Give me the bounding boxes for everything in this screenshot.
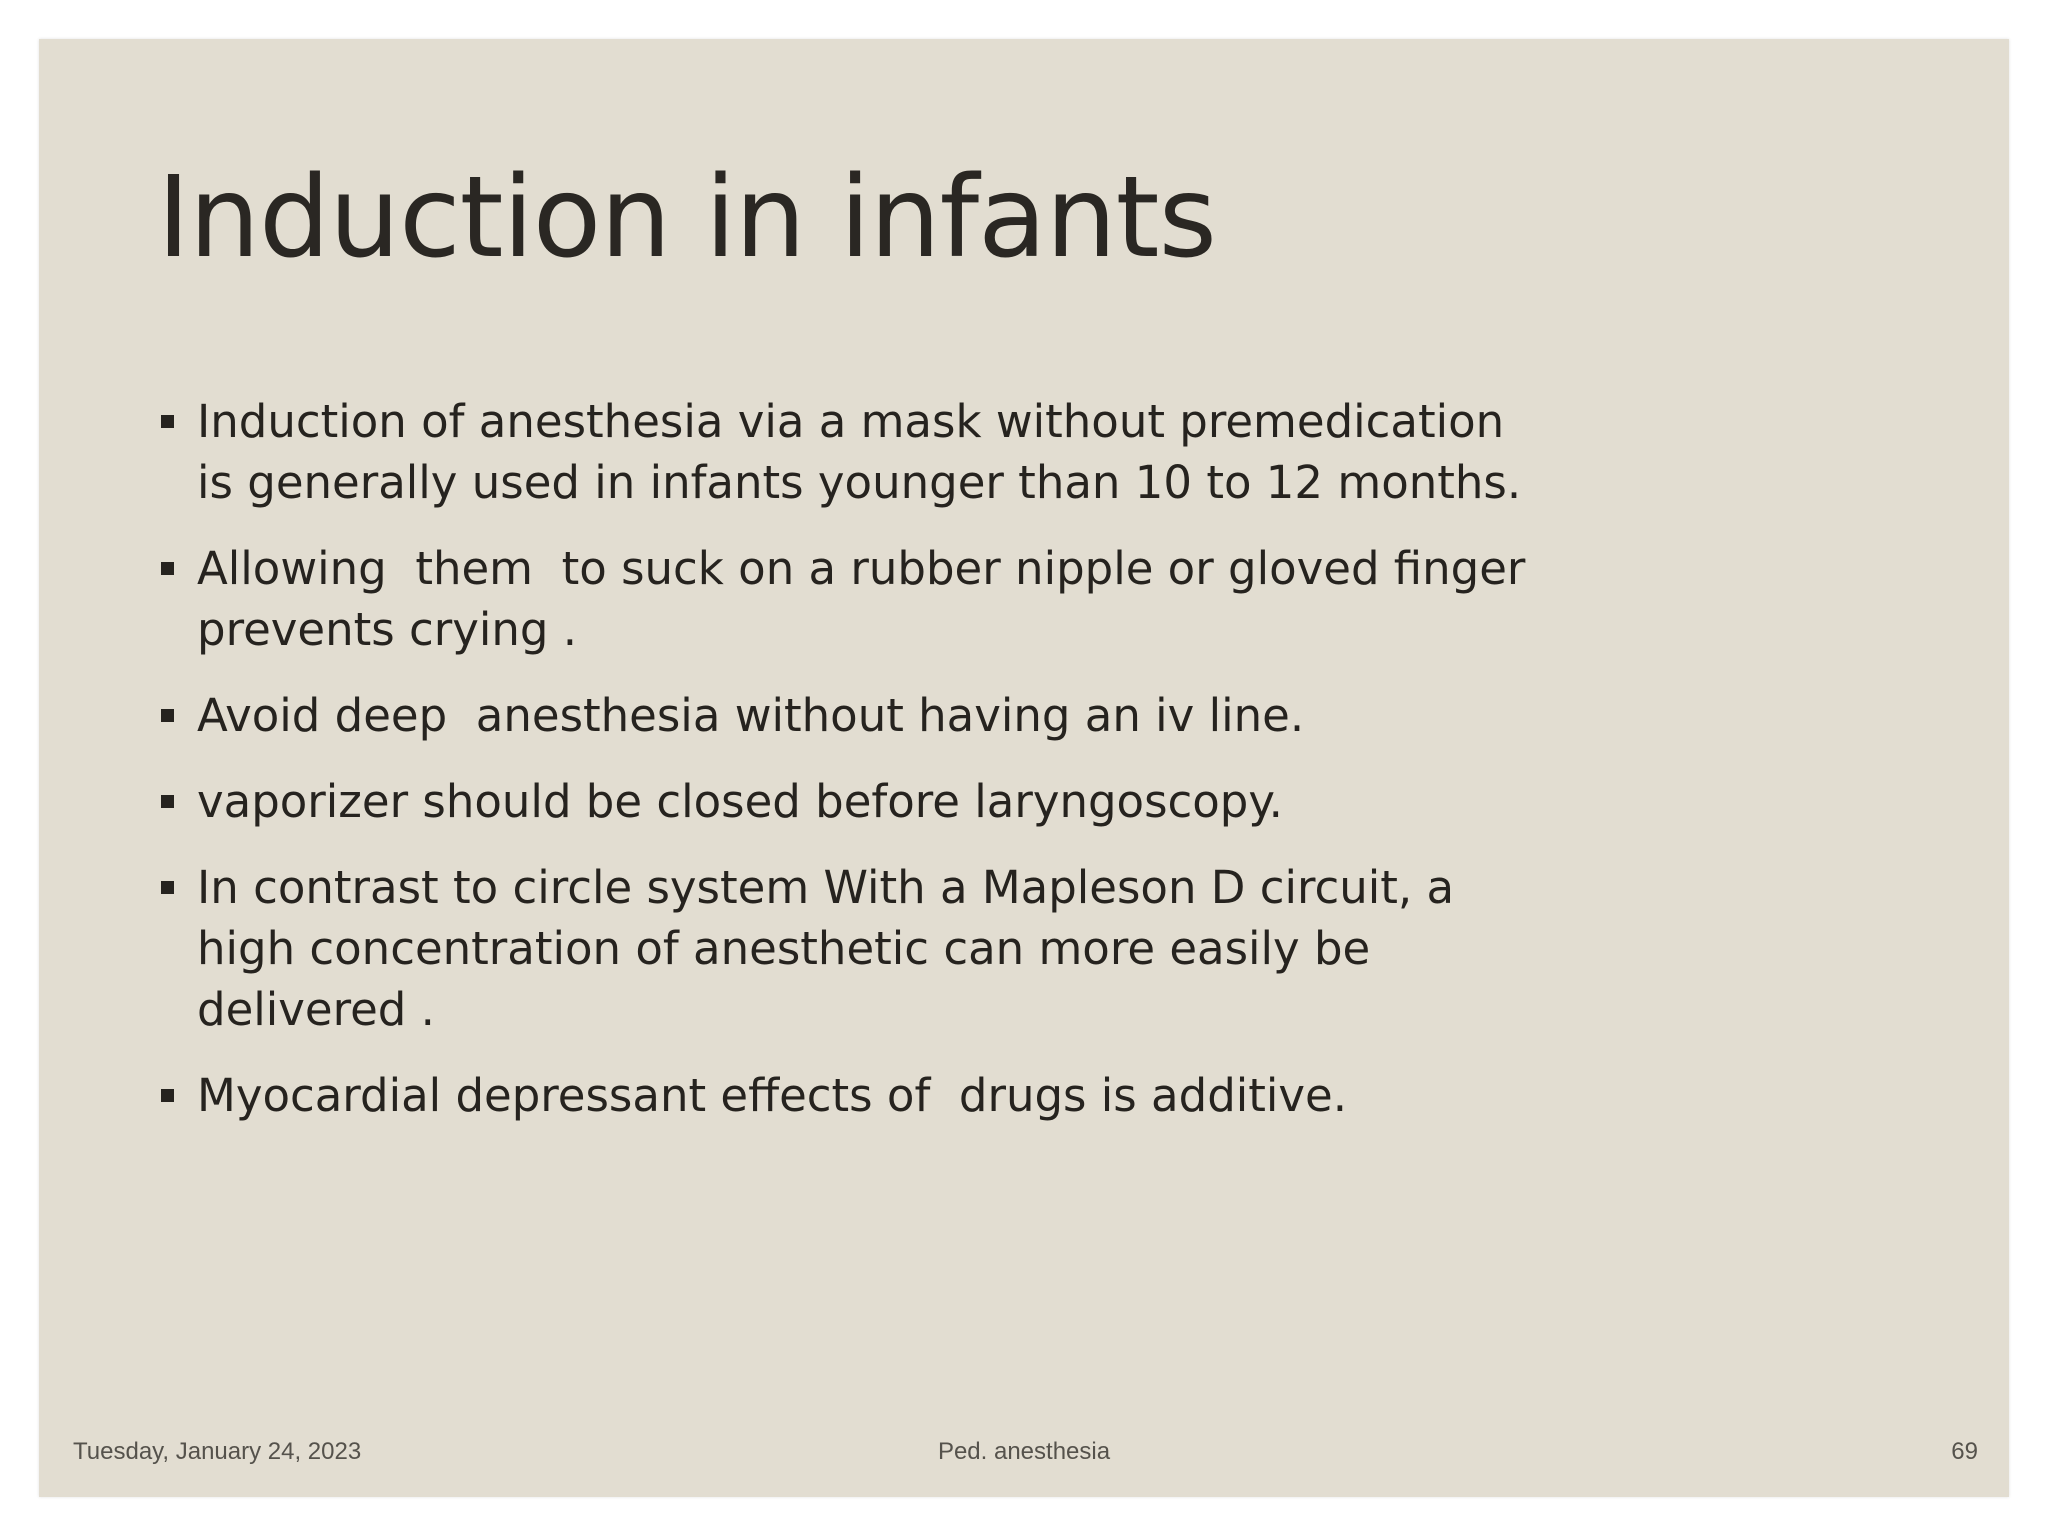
slide-title: Induction in infants bbox=[157, 153, 1216, 283]
slide bbox=[39, 39, 2009, 1497]
square-bullet-icon bbox=[161, 709, 174, 722]
footer-title: Ped. anesthesia bbox=[937, 1438, 1111, 1465]
list-item bbox=[157, 685, 1617, 746]
list-item bbox=[157, 1065, 1617, 1126]
bullet-text: Induction of anesthesia via a mask without premedication is generally used in infants younger than 10 to 12 months. bbox=[197, 395, 1522, 509]
square-bullet-icon bbox=[161, 881, 174, 894]
list-item bbox=[157, 538, 1617, 660]
list-item bbox=[157, 771, 1617, 832]
footer-date: Tuesday, January 24, 2023 bbox=[73, 1438, 362, 1465]
bullet-text: Myocardial depressant effects of drugs is additive. bbox=[197, 1069, 1348, 1122]
list-item bbox=[157, 857, 1617, 1040]
bullet-text: Allowing them to suck on a rubber nipple or gloved finger prevents crying . bbox=[197, 542, 1526, 656]
bullet-list bbox=[157, 391, 1617, 1151]
square-bullet-icon bbox=[161, 1089, 174, 1102]
bullet-text: In contrast to circle system With a Mapleson D circuit, a high concentration of anesthetic can more easily be delivered . bbox=[197, 861, 1455, 1036]
slide-number: 69 bbox=[1951, 1438, 1978, 1465]
list-item bbox=[157, 391, 1617, 513]
square-bullet-icon bbox=[161, 562, 174, 575]
bullet-text: Avoid deep anesthesia without having an iv line. bbox=[197, 689, 1305, 742]
square-bullet-icon bbox=[161, 795, 174, 808]
bullet-text: vaporizer should be closed before laryngoscopy. bbox=[197, 775, 1283, 828]
square-bullet-icon bbox=[161, 415, 174, 428]
